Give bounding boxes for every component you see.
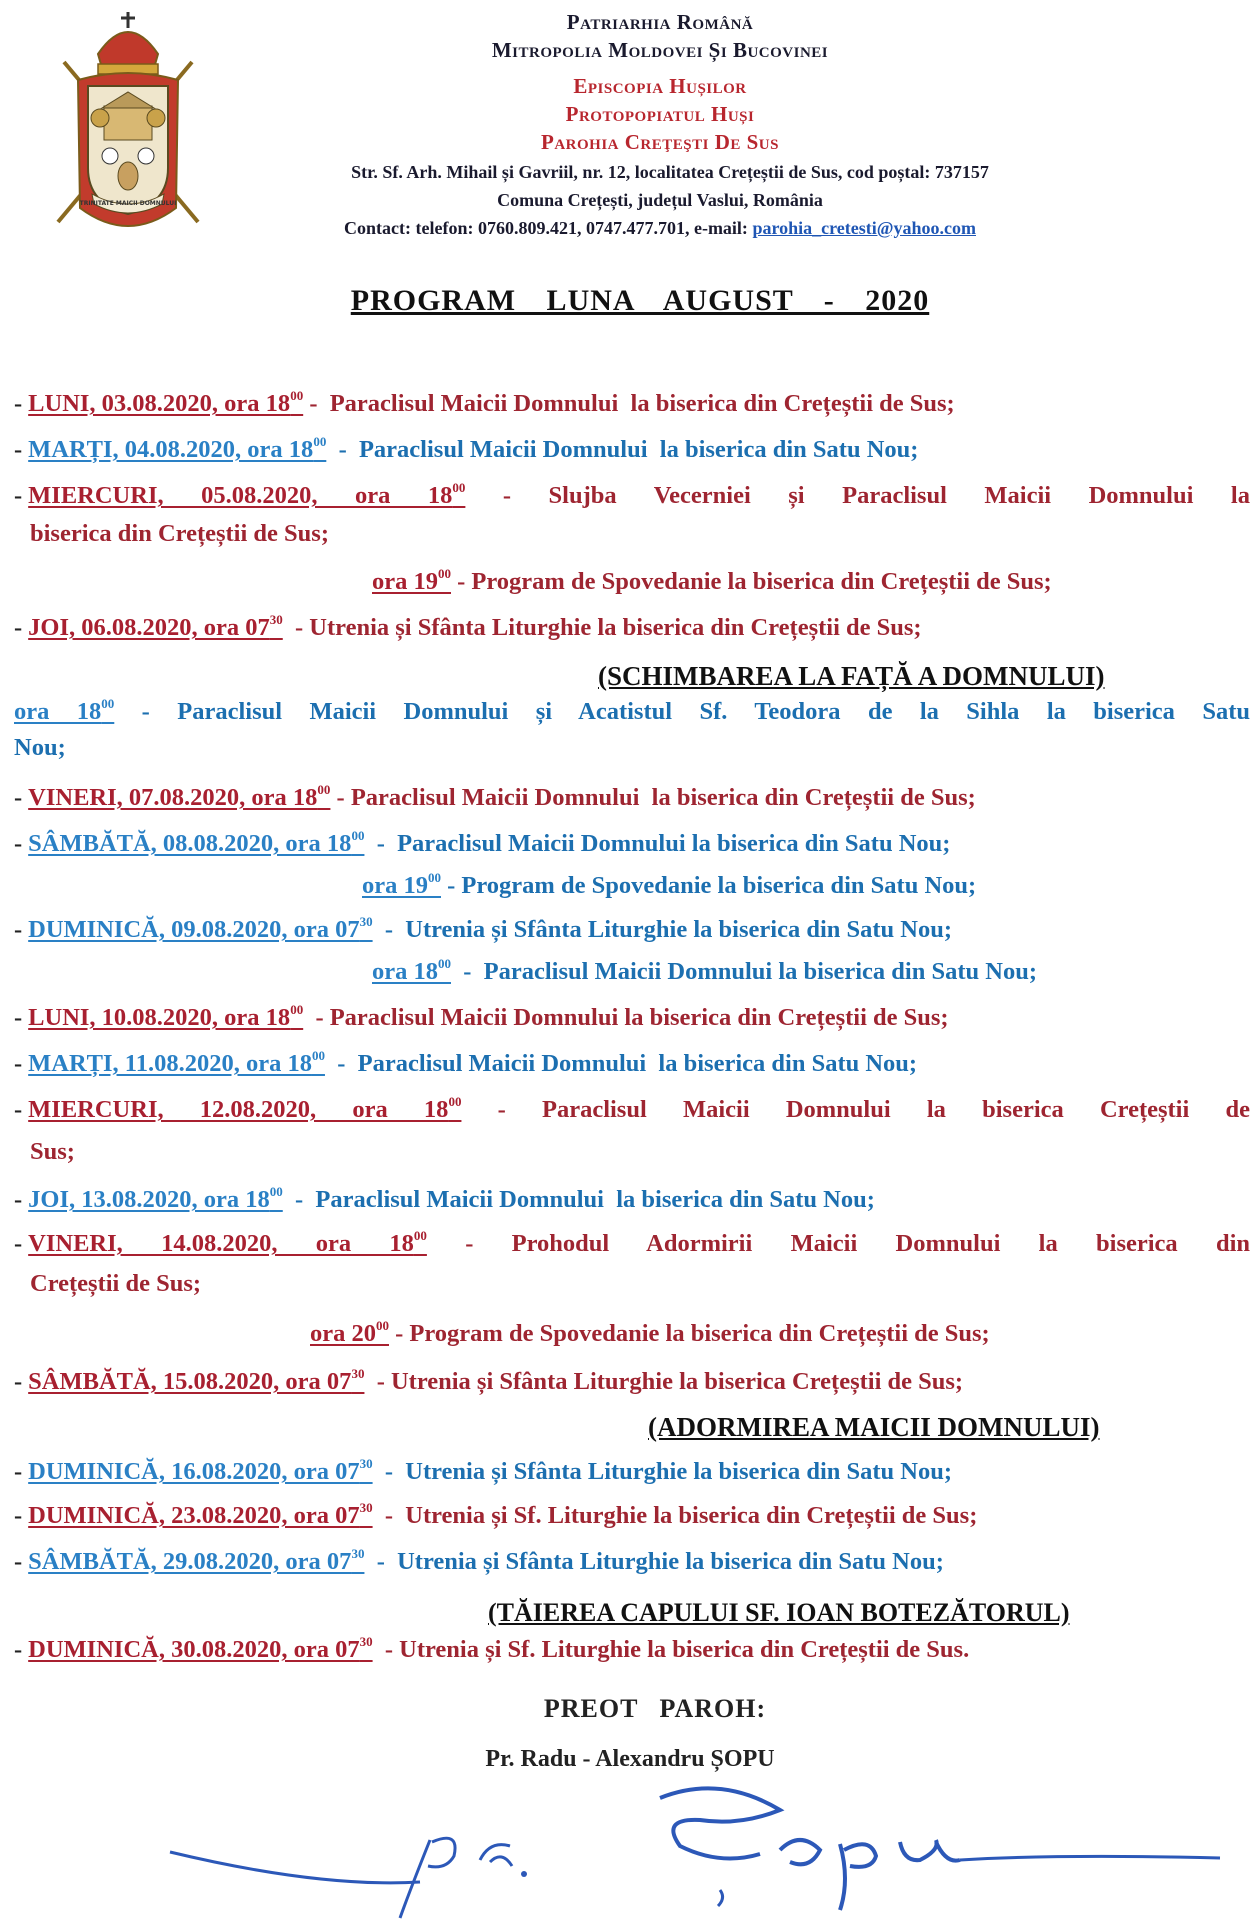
schedule-date bbox=[28, 784, 330, 811]
schedule-description: - Paraclisul Maicii Domnului la biserica din Crețeștii de Sus; bbox=[303, 390, 955, 417]
schedule-dash: - bbox=[14, 1368, 23, 1395]
schedule-line bbox=[14, 388, 1250, 418]
letterhead bbox=[0, 0, 1260, 260]
schedule-description: - Paraclisul Maicii Domnului la biserica din Satu Nou; bbox=[451, 958, 1037, 985]
schedule-minutes: 30 bbox=[359, 1500, 373, 1515]
schedule-minutes: 00 bbox=[428, 870, 441, 885]
schedule-dash: - bbox=[14, 436, 23, 463]
schedule-line bbox=[14, 1546, 1250, 1576]
schedule-dash: - bbox=[14, 1502, 23, 1529]
handwritten-signature bbox=[160, 1770, 1240, 1920]
schedule-description: - Slujba Vecerniei și Paraclisul Maicii Domnului la bbox=[465, 482, 1250, 509]
schedule-description: - Program de Spovedanie la biserica din Satu Nou; bbox=[441, 872, 977, 899]
schedule-line bbox=[14, 612, 1250, 642]
schedule-line bbox=[14, 828, 1250, 858]
schedule-minutes: 00 bbox=[438, 956, 451, 971]
schedule-description: - Utrenia și Sf. Liturghie la biserica din Crețeștii de Sus. bbox=[372, 1636, 970, 1663]
schedule-minutes: 30 bbox=[359, 1456, 373, 1471]
schedule-date bbox=[28, 1502, 372, 1529]
schedule-description: biserica din Crețeștii de Sus; bbox=[30, 520, 329, 547]
schedule-description: - Utrenia și Sfânta Liturghie la biserica din Crețeștii de Sus; bbox=[282, 614, 922, 641]
schedule-description: - Utrenia și Sfânta Liturghie la biserica Crețeștii de Sus; bbox=[364, 1368, 964, 1395]
feast-beheading: (TĂIEREA CAPULUI SF. IOAN BOTEZĂTORUL) bbox=[488, 1598, 1070, 1627]
schedule-day: DUMINICĂ, 09.08.2020, ora 07 bbox=[28, 916, 360, 943]
schedule-description: - Program de Spovedanie la biserica din Crețeștii de Sus; bbox=[389, 1320, 990, 1347]
patriarchate-name: Patriarhia Română bbox=[566, 10, 754, 34]
schedule-minutes: 30 bbox=[351, 1366, 365, 1381]
schedule-description: - Utrenia și Sfânta Liturghie la biserica din Satu Nou; bbox=[372, 916, 953, 943]
schedule-line bbox=[372, 956, 1250, 986]
schedule-day: SÂMBĂTĂ, 15.08.2020, ora 07 bbox=[28, 1368, 352, 1395]
schedule-minutes: 00 bbox=[290, 388, 304, 403]
schedule-date bbox=[28, 1458, 372, 1485]
schedule-line bbox=[14, 1456, 1250, 1486]
schedule-date bbox=[28, 1548, 364, 1575]
schedule-day: ora 19 bbox=[362, 872, 428, 899]
schedule-line bbox=[14, 480, 1250, 510]
schedule-dash: - bbox=[14, 482, 23, 509]
schedule-minutes: 00 bbox=[290, 1002, 304, 1017]
schedule-day: ora 18 bbox=[14, 698, 102, 725]
schedule-dash: - bbox=[14, 830, 23, 857]
schedule-description: Crețeștii de Sus; bbox=[30, 1270, 202, 1297]
schedule-description: - Paraclisul Maicii Domnului la biserica din Crețeștii de Sus; bbox=[330, 784, 976, 811]
schedule-description: - Program de Spovedanie la biserica din Crețeștii de Sus; bbox=[451, 568, 1052, 595]
schedule-minutes: 30 bbox=[359, 1634, 373, 1649]
schedule-day: DUMINICĂ, 30.08.2020, ora 07 bbox=[28, 1636, 360, 1663]
schedule-dash: - bbox=[14, 1050, 23, 1077]
schedule-dash: - bbox=[14, 916, 23, 943]
schedule-minutes: 00 bbox=[269, 1184, 283, 1199]
schedule-date bbox=[28, 390, 303, 417]
schedule-day: ora 18 bbox=[372, 958, 438, 985]
schedule-minutes: 00 bbox=[413, 1228, 427, 1243]
schedule-dash: - bbox=[14, 1096, 23, 1123]
schedule-date bbox=[28, 1636, 372, 1663]
schedule-description: - Paraclisul Maicii Domnului la biserica din Satu Nou; bbox=[282, 1186, 875, 1213]
schedule-dash: - bbox=[14, 1004, 23, 1031]
schedule-date bbox=[28, 614, 283, 641]
schedule-minutes: 00 bbox=[351, 828, 365, 843]
schedule-line bbox=[14, 434, 1250, 464]
schedule-minutes: 30 bbox=[269, 612, 283, 627]
schedule-minutes: 30 bbox=[359, 914, 373, 929]
schedule-line bbox=[14, 1228, 1250, 1258]
metropolis-name: Mitropolia Moldovei Și Bucovinei bbox=[491, 38, 829, 62]
svg-text:TRINITATE MAICII DOMNULUI: TRINITATE MAICII DOMNULUI bbox=[79, 200, 177, 207]
eparchy-name: Episcopia Hușilor bbox=[573, 74, 747, 98]
parish-commune: Comuna Crețești, județul Vaslui, România bbox=[497, 190, 823, 210]
schedule-minutes: 00 bbox=[452, 480, 466, 495]
schedule-description: - Paraclisul Maicii Domnului la biserica din Satu Nou; bbox=[324, 1050, 918, 1077]
feast-dormition: (ADORMIREA MAICII DOMNULUI) bbox=[648, 1412, 1100, 1442]
schedule-line bbox=[14, 1500, 1250, 1530]
schedule-line bbox=[14, 1094, 1250, 1124]
schedule-line bbox=[14, 734, 1250, 762]
schedule-day: SÂMBĂTĂ, 29.08.2020, ora 07 bbox=[28, 1548, 352, 1575]
schedule-dash: - bbox=[14, 1458, 23, 1485]
schedule-description: - Paraclisul Maicii Domnului la biserica din Satu Nou; bbox=[326, 436, 919, 463]
schedule-date bbox=[372, 568, 451, 595]
schedule-line bbox=[14, 1634, 1250, 1664]
schedule-minutes: 00 bbox=[313, 434, 327, 449]
schedule-dash: - bbox=[14, 1548, 23, 1575]
deanery-name: Protopopiatul Huși bbox=[565, 102, 755, 126]
schedule-description: - Utrenia și Sfânta Liturghie la biserica din Satu Nou; bbox=[372, 1458, 953, 1485]
schedule-minutes: 00 bbox=[448, 1094, 462, 1109]
schedule-minutes: 00 bbox=[438, 566, 451, 581]
schedule-minutes: 00 bbox=[101, 696, 115, 711]
schedule-line bbox=[14, 1048, 1250, 1078]
schedule-date bbox=[310, 1320, 389, 1347]
schedule-day: ora 19 bbox=[372, 568, 438, 595]
schedule-day: VINERI, 07.08.2020, ora 18 bbox=[28, 784, 318, 811]
schedule-day: MARȚI, 11.08.2020, ora 18 bbox=[28, 1050, 312, 1077]
schedule-date bbox=[28, 482, 465, 509]
schedule-line bbox=[362, 870, 1250, 900]
schedule-date bbox=[28, 1096, 461, 1123]
schedule-description: Sus; bbox=[30, 1138, 75, 1165]
feast-transfiguration: (SCHIMBAREA LA FAȚĂ A DOMNULUI) bbox=[598, 661, 1105, 691]
schedule-line bbox=[372, 566, 1250, 596]
contact-email-link[interactable]: parohia_cretesti@yahoo.com bbox=[752, 218, 976, 238]
schedule-description: - Prohodul Adormirii Maicii Domnului la biserica din bbox=[426, 1230, 1250, 1257]
schedule-date bbox=[28, 916, 372, 943]
schedule-date bbox=[28, 1004, 303, 1031]
schedule-day: ora 20 bbox=[310, 1320, 376, 1347]
schedule-date bbox=[14, 698, 114, 725]
schedule-day: MIERCURI, 12.08.2020, ora 18 bbox=[28, 1096, 449, 1123]
schedule-day: VINERI, 14.08.2020, ora 18 bbox=[28, 1230, 414, 1257]
schedule-line bbox=[30, 1270, 1250, 1298]
schedule-date bbox=[28, 436, 326, 463]
contact-phones: Contact: telefon: 0760.809.421, 0747.477.701, e-mail: bbox=[344, 218, 748, 238]
schedule-description: - Utrenia și Sfânta Liturghie la biserica din Satu Nou; bbox=[364, 1548, 944, 1575]
schedule-date bbox=[28, 1230, 427, 1257]
schedule-line bbox=[14, 1002, 1250, 1032]
schedule-day: LUNI, 10.08.2020, ora 18 bbox=[28, 1004, 291, 1031]
schedule-dash: - bbox=[14, 614, 23, 641]
schedule-line bbox=[30, 520, 1250, 548]
schedule-date bbox=[28, 1368, 364, 1395]
crest-icon bbox=[38, 8, 218, 244]
schedule-line bbox=[14, 1366, 1250, 1396]
schedule-date bbox=[28, 830, 364, 857]
schedule-date bbox=[28, 1186, 283, 1213]
schedule-dash: - bbox=[14, 784, 23, 811]
schedule-day: LUNI, 03.08.2020, ora 18 bbox=[28, 390, 291, 417]
schedule-line bbox=[30, 1138, 1250, 1166]
schedule-line bbox=[14, 1184, 1250, 1214]
schedule-line bbox=[14, 696, 1250, 726]
schedule-description: Nou; bbox=[14, 734, 66, 761]
schedule-day: JOI, 13.08.2020, ora 18 bbox=[28, 1186, 270, 1213]
schedule-day: MIERCURI, 05.08.2020, ora 18 bbox=[28, 482, 453, 509]
schedule-day: JOI, 06.08.2020, ora 07 bbox=[28, 614, 270, 641]
schedule-line bbox=[14, 914, 1250, 944]
signature-title: PREOT PAROH: bbox=[543, 1694, 767, 1723]
parish-name: Parohia Creţeşti De Sus bbox=[541, 130, 779, 154]
priest-name: Pr. Radu - Alexandru ȘOPU bbox=[485, 1746, 775, 1772]
schedule-day: MARȚI, 04.08.2020, ora 18 bbox=[28, 436, 314, 463]
schedule-day: DUMINICĂ, 16.08.2020, ora 07 bbox=[28, 1458, 360, 1485]
schedule-description: - Utrenia și Sf. Liturghie la biserica din Crețeștii de Sus; bbox=[372, 1502, 978, 1529]
schedule-dash: - bbox=[14, 1636, 23, 1663]
schedule-description: - Paraclisul Maicii Domnului la biserica Crețeștii de bbox=[461, 1096, 1250, 1123]
schedule-day: DUMINICĂ, 23.08.2020, ora 07 bbox=[28, 1502, 360, 1529]
schedule-description: - Paraclisul Maicii Domnului la biserica din Satu Nou; bbox=[364, 830, 951, 857]
schedule-minutes: 00 bbox=[311, 1048, 325, 1063]
parish-address: Str. Sf. Arh. Mihail și Gavriil, nr. 12, localitatea Crețeștii de Sus, cod poștal: 737157 bbox=[351, 162, 989, 182]
parish-contact bbox=[220, 218, 1100, 239]
schedule-line bbox=[310, 1318, 1250, 1348]
schedule-description: - Paraclisul Maicii Domnului și Acatistul Sf. Teodora de la Sihla la biserica Satu bbox=[114, 698, 1250, 725]
schedule-dash: - bbox=[14, 390, 23, 417]
schedule-dash: - bbox=[14, 1230, 23, 1257]
schedule-date bbox=[372, 958, 451, 985]
schedule-minutes: 00 bbox=[317, 782, 331, 797]
schedule-minutes: 00 bbox=[376, 1318, 389, 1333]
schedule-minutes: 30 bbox=[351, 1546, 365, 1561]
schedule-dash: - bbox=[14, 1186, 23, 1213]
page-title: PROGRAM LUNA AUGUST - 2020 bbox=[350, 284, 930, 317]
schedule-date bbox=[362, 872, 441, 899]
schedule-description: - Paraclisul Maicii Domnului la biserica din Crețeștii de Sus; bbox=[303, 1004, 949, 1031]
schedule-day: SÂMBĂTĂ, 08.08.2020, ora 18 bbox=[28, 830, 352, 857]
schedule-date bbox=[28, 1050, 325, 1077]
schedule-line bbox=[14, 782, 1250, 812]
